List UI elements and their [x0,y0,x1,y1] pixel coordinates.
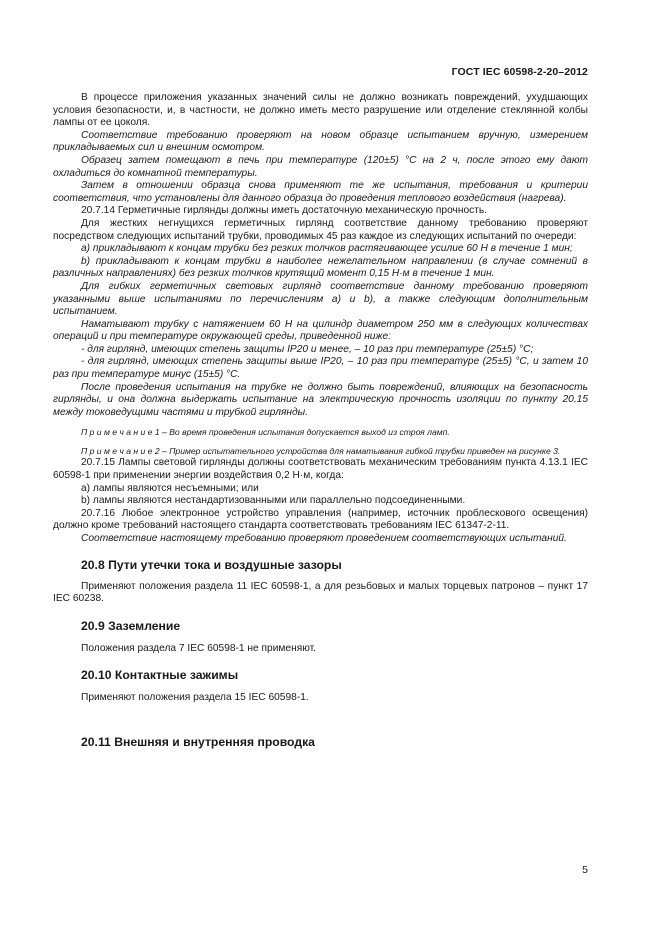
note-2 [53,446,588,457]
paragraph: Наматывают трубку с натяжением 60 Н на цилиндр диаметром 250 мм в следующих количествах операций и при температуре окружающей среды, приведенной ниже: [53,318,588,343]
paragraph: Соответствие настоящему требованию проверяют проведением соответствующих испытаний. [81,533,567,544]
paragraph: Соответствие требованию проверяют на новом образце испытанием вручную, измерением прикладываемых сил и внешним осмотром. [53,129,588,154]
paragraph: Для жестких негнущихся герметичных гирлянд соответствие данному требованию проверяют посредством следующих испытаний трубки, проводимых 45 раз каждое из следующих испытаний по очереди: [53,217,588,242]
paragraph: Затем в отношении образца снова применяют те же испытания, требования и критерии соответствия, что установлены для данного образца до проведения теплового воздействия (нагрева). [53,180,588,204]
paragraph: После проведения испытания на трубке не должно быть повреждений, влияющих на безопасность гирлянды, и она должна выдержать испытание на электрическую прочность изоляции по пункту 20.15 между токоведущими частями и трубкой гирлянды. [53,381,588,418]
document-header: ГОСТ IEC 60598-2-20–2012 [451,66,588,78]
clause-20-7-14: 20.7.14 Герметичные гирлянды должны иметь достаточную механическую прочность. [81,205,488,217]
section-heading-20-9: 20.9 Заземление [81,618,181,633]
document-body [53,92,588,750]
list-item: - для гирлянд, имеющих степень защиты IP20 и менее, – 10 раз при температуре (25±5) °С; [81,343,534,355]
note-label: П р и м е ч а н и е 1 [81,427,160,438]
paragraph: В процессе приложения указанных значений силы не должно возникать повреждений, ухудшающих условия безопасности, и, в частности, не должно иметь место разрушение или отделение стеклянной колбы лампы от ее цоколя. [53,92,588,129]
paragraph: Образец затем помещают в печь при температуре (120±5) °С на 2 ч, после этого ему дают охладиться до комнатной температуры. [53,154,588,179]
list-item: b) лампы являются нестандартизованными или параллельно подсоединенными. [81,495,466,507]
list-item: - для гирлянд, имеющих степень защиты выше IP20, – 10 раз при температуре (25±5) °С, и затем 10 раз при температуре минус (15±5) °С. [53,356,588,381]
note-text: – Пример испытательного устройства для наматывания гибкой трубки приведен на рисунке 3. [159,446,561,457]
note-text: – Во время проведения испытания допускается выход из строя ламп. [159,427,450,438]
section-heading-20-10: 20.10 Контактные зажимы [81,668,239,683]
section-heading-20-11: 20.11 Внешняя и внутренняя проводка [81,734,315,749]
clause-20-7-15: 20.7.15 Лампы световой гирлянды должны соответствовать механическим требованиям пункта 4.13.1 IEC 60598-1 при применении энергии воздействия 0,2 Н·м, когда: [53,457,588,482]
paragraph: Применяют положения раздела 11 IEC 60598-1, а для резьбовых и малых торцевых патронов – пункт 17 IEC 60238. [53,580,588,605]
paragraph: Для гибких герметичных световых гирлянд соответствие данному требованию проверяют указанными выше испытаниями по перечислениям а) и b), а также следующим дополнительным испытанием. [53,280,588,318]
paragraph: Применяют положения раздела 15 IEC 60598-1. [81,692,309,704]
page-number: 5 [582,864,588,876]
list-item: b) прикладывают к концам трубки в наиболее нежелательном направлении (в случае сомнений в различных направлениях) без резких толчков крутящий момент 0,15 Н·м в течение 1 мин. [53,255,588,280]
section-heading-20-8: 20.8 Пути утечки тока и воздушные зазоры [81,557,342,572]
clause-20-7-16: 20.7.16 Любое электронное устройство управления (например, источник проблескового освещения) должно кроме требований настоящего стандарта соответствовать требованиям IEC 61347-2-11. [53,507,588,532]
list-item: а) лампы являются несъемными; или [81,482,259,494]
note-label: П р и м е ч а н и е 2 [81,446,160,457]
list-item: а) прикладывают к концам трубки без резких толчков растягивающее усилие 60 Н в течение 1 мин; [81,243,573,255]
paragraph: Положения раздела 7 IEC 60598-1 не применяют. [81,642,317,654]
note-1 [53,427,588,438]
